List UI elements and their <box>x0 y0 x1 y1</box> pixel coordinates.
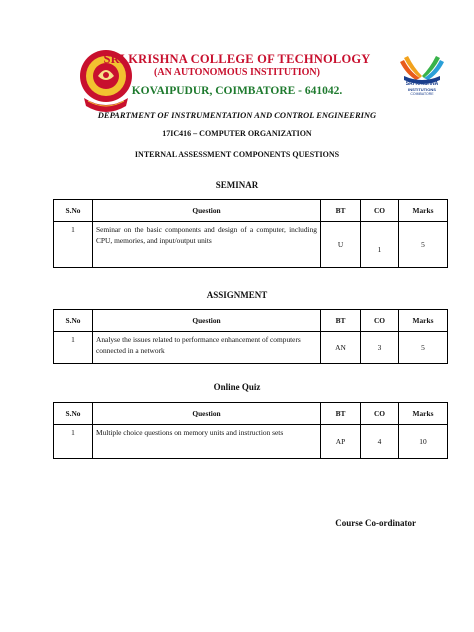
logo-text-line2: INSTITUTIONS <box>408 87 436 92</box>
document-title: INTERNAL ASSESSMENT COMPONENTS QUESTIONS <box>134 150 340 159</box>
col-header-marks: Marks <box>399 310 448 332</box>
col-header-co: CO <box>361 403 399 425</box>
col-header-sno: S.No <box>54 200 93 222</box>
cell-sno: 1 <box>54 425 93 459</box>
autonomous-label: (AN AUTONOMOUS INSTITUTION) <box>154 67 320 78</box>
table-header-row <box>54 403 448 425</box>
cell-co: 4 <box>361 425 399 459</box>
cell-marks: 5 <box>399 332 448 364</box>
course-coordinator-signature: Course Co-ordinator <box>335 518 416 528</box>
section-heading-assignment: ASSIGNMENT <box>206 290 268 300</box>
col-header-question: Question <box>93 200 321 222</box>
cell-bt: U <box>321 222 361 268</box>
cell-marks: 10 <box>399 425 448 459</box>
online-quiz-table <box>53 402 448 459</box>
cell-co: 3 <box>361 332 399 364</box>
table-row <box>54 425 448 459</box>
table-header-row <box>54 200 448 222</box>
section-heading-online-quiz: Online Quiz <box>213 382 261 392</box>
cell-question: Seminar on the basic components and design of a computer, including CPU, memories, and input/output units <box>93 222 321 268</box>
col-header-marks: Marks <box>399 200 448 222</box>
seminar-table <box>53 199 448 268</box>
college-name: SRI KRISHNA COLLEGE OF TECHNOLOGY <box>103 52 371 66</box>
col-header-marks: Marks <box>399 403 448 425</box>
section-heading-seminar: SEMINAR <box>215 180 259 190</box>
cell-question: Analyse the issues related to performance enhancement of computers connected in a network <box>93 332 321 364</box>
logo-text-line3: COIMBATORE <box>410 92 434 96</box>
cell-question: Multiple choice questions on memory units and instruction sets <box>93 425 321 459</box>
cell-sno: 1 <box>54 222 93 268</box>
logo-text-line1: SRI KRISHNA <box>405 81 439 87</box>
department-name: DEPARTMENT OF INSTRUMENTATION AND CONTROL ENGINEERING <box>97 110 377 120</box>
col-header-question: Question <box>93 310 321 332</box>
cell-sno: 1 <box>54 332 93 364</box>
col-header-bt: BT <box>321 310 361 332</box>
college-address: KOVAIPUDUR, COIMBATORE - 641042. <box>131 85 343 97</box>
col-header-sno: S.No <box>54 310 93 332</box>
table-header-row <box>54 310 448 332</box>
col-header-bt: BT <box>321 403 361 425</box>
course-code: 17IC416 – COMPUTER ORGANIZATION <box>162 129 312 138</box>
cell-bt: AN <box>321 332 361 364</box>
cell-marks: 5 <box>399 222 448 268</box>
table-row <box>54 332 448 364</box>
assignment-table <box>53 309 448 364</box>
col-header-co: CO <box>361 310 399 332</box>
col-header-bt: BT <box>321 200 361 222</box>
cell-co: 1 <box>361 222 399 268</box>
cell-bt: AP <box>321 425 361 459</box>
col-header-question: Question <box>93 403 321 425</box>
col-header-sno: S.No <box>54 403 93 425</box>
table-row <box>54 222 448 268</box>
col-header-co: CO <box>361 200 399 222</box>
